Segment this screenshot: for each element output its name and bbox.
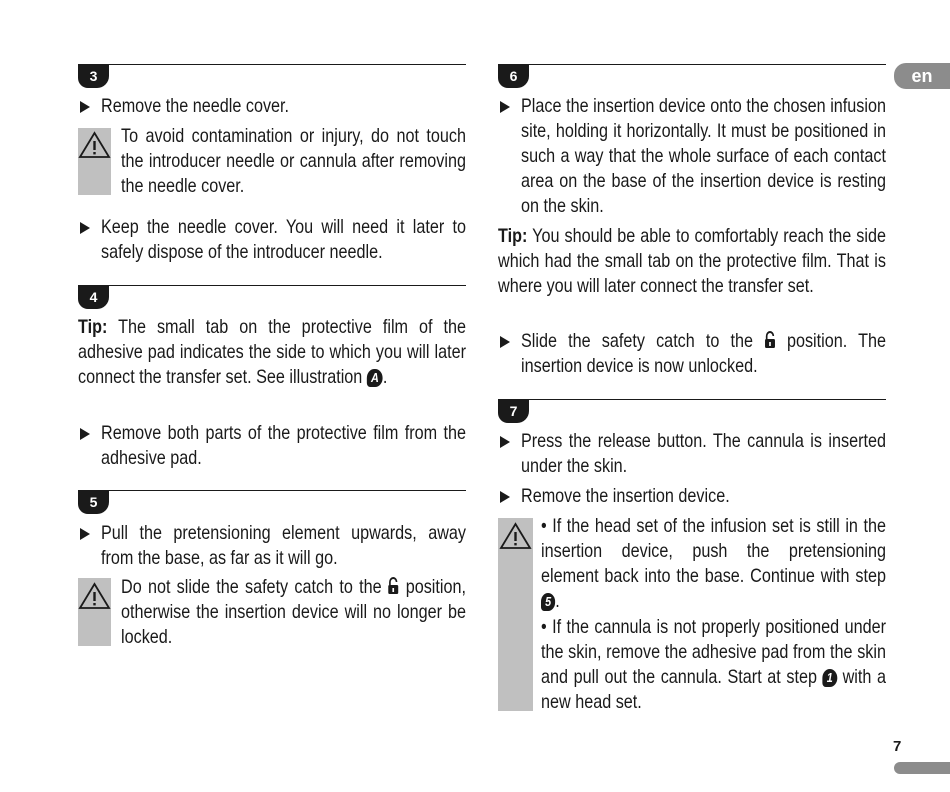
unlocked-padlock-icon (764, 331, 776, 349)
warning-triangle-icon (78, 130, 111, 160)
bullet-arrow-icon (500, 101, 510, 113)
warning-triangle-icon (498, 521, 533, 551)
warning-end: . (555, 590, 560, 612)
step-7-bullet-1: Press the release button. The cannula is inserted under the skin. (521, 430, 886, 477)
step-4-badge: 4 (78, 285, 109, 309)
step-5-badge: 5 (78, 490, 109, 514)
page-bar (894, 762, 950, 774)
step-ref-badge: 5 (541, 593, 555, 611)
step-3-warning: To avoid contamination or injury, do not touch the introducer needle or cannula after removing the needle cover. (121, 125, 466, 197)
step-4-header (78, 285, 466, 309)
step-7-warning-2 (541, 615, 886, 715)
step-ref-badge: 1 (823, 669, 837, 687)
tip-label: Tip: (498, 225, 528, 247)
bullet-arrow-icon (500, 491, 510, 503)
bullet-arrow-icon (80, 528, 90, 540)
unlocked-padlock-icon (388, 577, 400, 595)
right-column (498, 64, 886, 724)
bullet-arrow-icon (80, 101, 90, 113)
tip-text: You should be able to comfortably reach the side which had the small tab on the protective film. That is where you will later connect the transfer set. (498, 225, 886, 297)
step-3-bullet-2: Keep the needle cover. You will need it later to safely dispose of the introducer needle. (101, 216, 466, 263)
step-4-bullet-1: Remove both parts of the protective film from the adhesive pad. (101, 422, 466, 469)
warning-end: with a new head set. (541, 666, 886, 713)
step-5-bullet-1: Pull the pretensioning element upwards, away from the base, as far as it will go. (101, 522, 466, 569)
step-6-bullet-2 (521, 329, 886, 379)
step-7-bullet-2: Remove the insertion device. (521, 485, 730, 507)
step-7-badge: 7 (498, 399, 529, 423)
bullet-arrow-icon (80, 428, 90, 440)
step-5-warning (121, 575, 466, 650)
step-6-tip (498, 224, 886, 299)
step-7-warning-1 (541, 514, 886, 614)
step-6-bullet-1: Place the insertion device onto the chosen infusion site, holding it horizontally. It must be positioned in such a way that the whole surface of each contact area on the base of the insertion device is resting on the skin. (521, 95, 886, 217)
step-4-tip (78, 315, 466, 390)
bullet-arrow-icon (500, 336, 510, 348)
warning-triangle-icon (78, 581, 111, 611)
bullet-text-a: Slide the safety catch to the (521, 330, 765, 352)
step-7-header (498, 399, 886, 423)
step-6-badge: 6 (498, 64, 529, 88)
step-5-header (78, 490, 466, 514)
tip-end: . (382, 366, 388, 388)
bullet-arrow-icon (80, 222, 90, 234)
step-3-header (78, 64, 466, 88)
language-tab: en (894, 63, 950, 89)
warning-text-b: position, otherwise the insertion device will no longer be locked. (121, 576, 466, 648)
warning-text-a: • If the head set of the infusion set is still in the insertion device, push the pretensioning element back into the base. Continue with step (541, 515, 886, 587)
step-3-badge: 3 (78, 64, 109, 88)
illustration-ref-badge: A (367, 369, 383, 387)
step-6-header (498, 64, 886, 88)
page-number: 7 (893, 738, 902, 755)
bullet-text-b: position. The insertion device is now unlocked. (521, 330, 886, 377)
warning-text-a: Do not slide the safety catch to the (121, 576, 388, 598)
tip-text: The small tab on the protective film of the adhesive pad indicates the side to which you will later connect the transfer set. See illustration (78, 316, 466, 388)
step-3-bullet-1: Remove the needle cover. (101, 95, 290, 117)
bullet-arrow-icon (500, 436, 510, 448)
tip-label: Tip: (78, 316, 108, 338)
left-column (78, 64, 466, 684)
warning-text-a: • If the cannula is not properly positioned under the skin, remove the adhesive pad from the skin and pull out the cannula. Start at step (541, 616, 886, 688)
